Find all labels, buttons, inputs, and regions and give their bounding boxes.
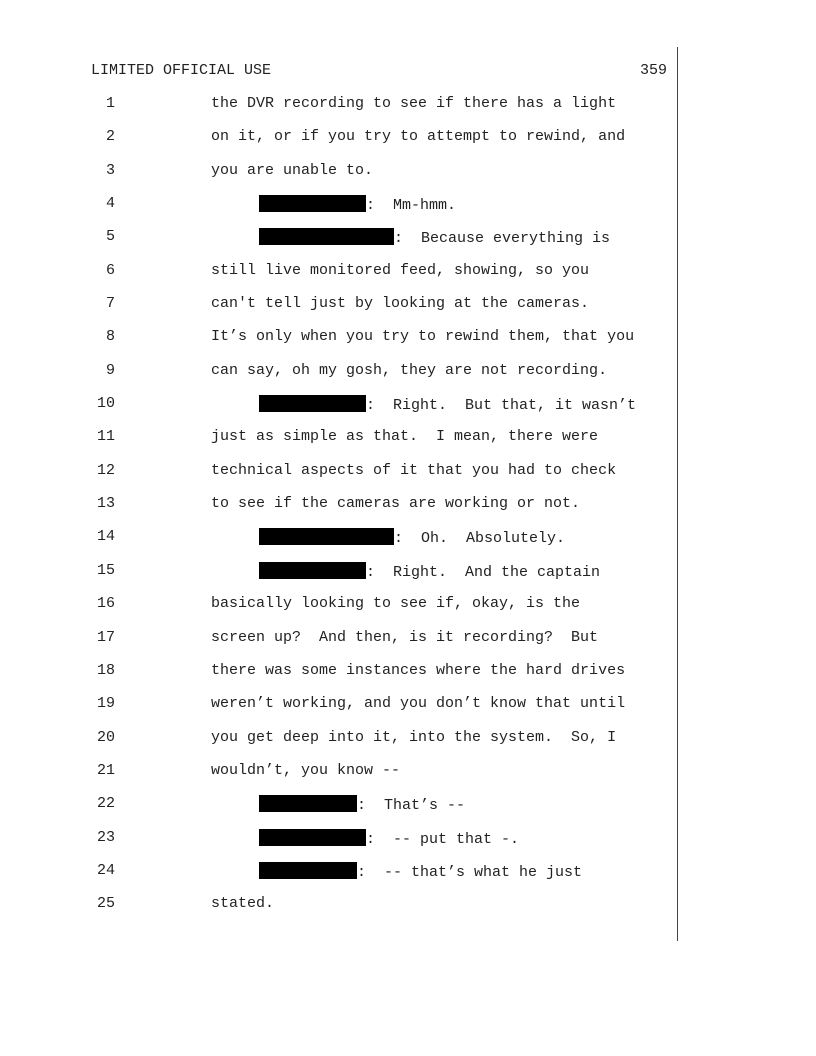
transcript-line <box>0 462 816 495</box>
transcript-line <box>0 829 816 862</box>
line-text: : -- that’s what he just <box>357 863 583 881</box>
line-number: 17 <box>96 628 115 646</box>
line-number: 5 <box>105 228 115 246</box>
transcript-line <box>0 295 816 328</box>
transcript-line <box>0 262 816 295</box>
line-number: 12 <box>96 461 115 479</box>
line-text: still live monitored feed, showing, so you <box>211 261 590 279</box>
speaker-line <box>259 195 456 214</box>
line-number: 11 <box>96 428 115 446</box>
line-number: 15 <box>96 561 115 579</box>
line-text: : -- put that -. <box>366 830 520 848</box>
speaker-redaction <box>259 862 357 879</box>
line-number: 18 <box>96 661 115 679</box>
line-number: 21 <box>96 761 115 779</box>
line-number: 6 <box>105 261 115 279</box>
line-number: 3 <box>105 161 115 179</box>
line-text: : Oh. Absolutely. <box>394 530 566 548</box>
line-text: : Right. But that, it wasn’t <box>366 397 637 415</box>
line-text: : Right. And the captain <box>366 563 601 581</box>
line-text: to see if the cameras are working or not. <box>211 495 581 513</box>
transcript-line <box>0 862 816 895</box>
transcript-line <box>0 662 816 695</box>
speaker-redaction <box>259 795 357 812</box>
transcript-line <box>0 162 816 195</box>
line-text: the DVR recording to see if there has a light <box>211 95 617 112</box>
transcript-line <box>0 729 816 762</box>
line-text: just as simple as that. I mean, there were <box>211 428 599 446</box>
line-number: 14 <box>96 528 115 546</box>
line-text: wouldn’t, you know -- <box>211 761 401 779</box>
transcript-line <box>0 562 816 595</box>
speaker-line <box>259 562 600 581</box>
line-text: can say, oh my gosh, they are not recording. <box>211 361 608 379</box>
transcript-body <box>0 95 816 929</box>
line-text: can't tell just by looking at the cameras. <box>211 295 590 313</box>
line-number: 24 <box>96 861 115 879</box>
line-text: : Mm-hmm. <box>366 197 457 215</box>
line-text: It’s only when you try to rewind them, that you <box>211 328 635 346</box>
line-text: screen up? And then, is it recording? But <box>211 628 599 646</box>
transcript-line <box>0 695 816 728</box>
line-text: weren’t working, and you don’t know that until <box>211 695 626 713</box>
speaker-redaction <box>259 528 394 545</box>
line-text: : That’s -- <box>357 797 466 815</box>
transcript-line <box>0 362 816 395</box>
speaker-line <box>259 862 582 881</box>
line-text: on it, or if you try to attempt to rewind, and <box>211 128 626 146</box>
line-number: 4 <box>105 195 115 213</box>
transcript-line <box>0 762 816 795</box>
line-number: 16 <box>96 595 115 613</box>
line-number: 13 <box>96 495 115 513</box>
transcript-line <box>0 629 816 662</box>
speaker-line <box>259 395 636 414</box>
line-number: 25 <box>96 895 115 913</box>
line-number: 23 <box>96 828 115 846</box>
speaker-redaction <box>259 395 366 412</box>
transcript-line <box>0 795 816 828</box>
line-text: stated. <box>211 895 275 913</box>
line-number: 7 <box>105 295 115 313</box>
transcript-line <box>0 195 816 228</box>
transcript-line <box>0 328 816 361</box>
speaker-line <box>259 795 465 814</box>
speaker-redaction <box>259 829 366 846</box>
speaker-redaction <box>259 195 366 212</box>
line-number: 9 <box>105 361 115 379</box>
line-number: 1 <box>105 95 115 112</box>
transcript-line <box>0 428 816 461</box>
transcript-line <box>0 528 816 561</box>
transcript-line <box>0 128 816 161</box>
speaker-line <box>259 528 565 547</box>
transcript-line <box>0 395 816 428</box>
line-text: : Because everything is <box>394 230 611 248</box>
line-number: 2 <box>105 128 115 146</box>
transcript-line <box>0 595 816 628</box>
line-text: you are unable to. <box>211 161 374 179</box>
line-number: 20 <box>96 728 115 746</box>
classification-marking: LIMITED OFFICIAL USE <box>91 62 272 79</box>
line-number: 19 <box>96 695 115 713</box>
line-text: you get deep into it, into the system. So, I <box>211 728 617 746</box>
speaker-line <box>259 829 519 848</box>
line-text: there was some instances where the hard drives <box>211 661 626 679</box>
transcript-line <box>0 495 816 528</box>
transcript-line <box>0 895 816 928</box>
transcript-line <box>0 95 816 128</box>
speaker-redaction <box>259 228 394 245</box>
page-number: 359 <box>639 62 667 79</box>
line-number: 8 <box>105 328 115 346</box>
speaker-redaction <box>259 562 366 579</box>
line-number: 22 <box>96 795 115 813</box>
transcript-line <box>0 228 816 261</box>
line-number: 10 <box>96 395 115 413</box>
line-text: technical aspects of it that you had to check <box>211 461 617 479</box>
line-text: basically looking to see if, okay, is the <box>211 595 581 613</box>
speaker-line <box>259 228 610 247</box>
